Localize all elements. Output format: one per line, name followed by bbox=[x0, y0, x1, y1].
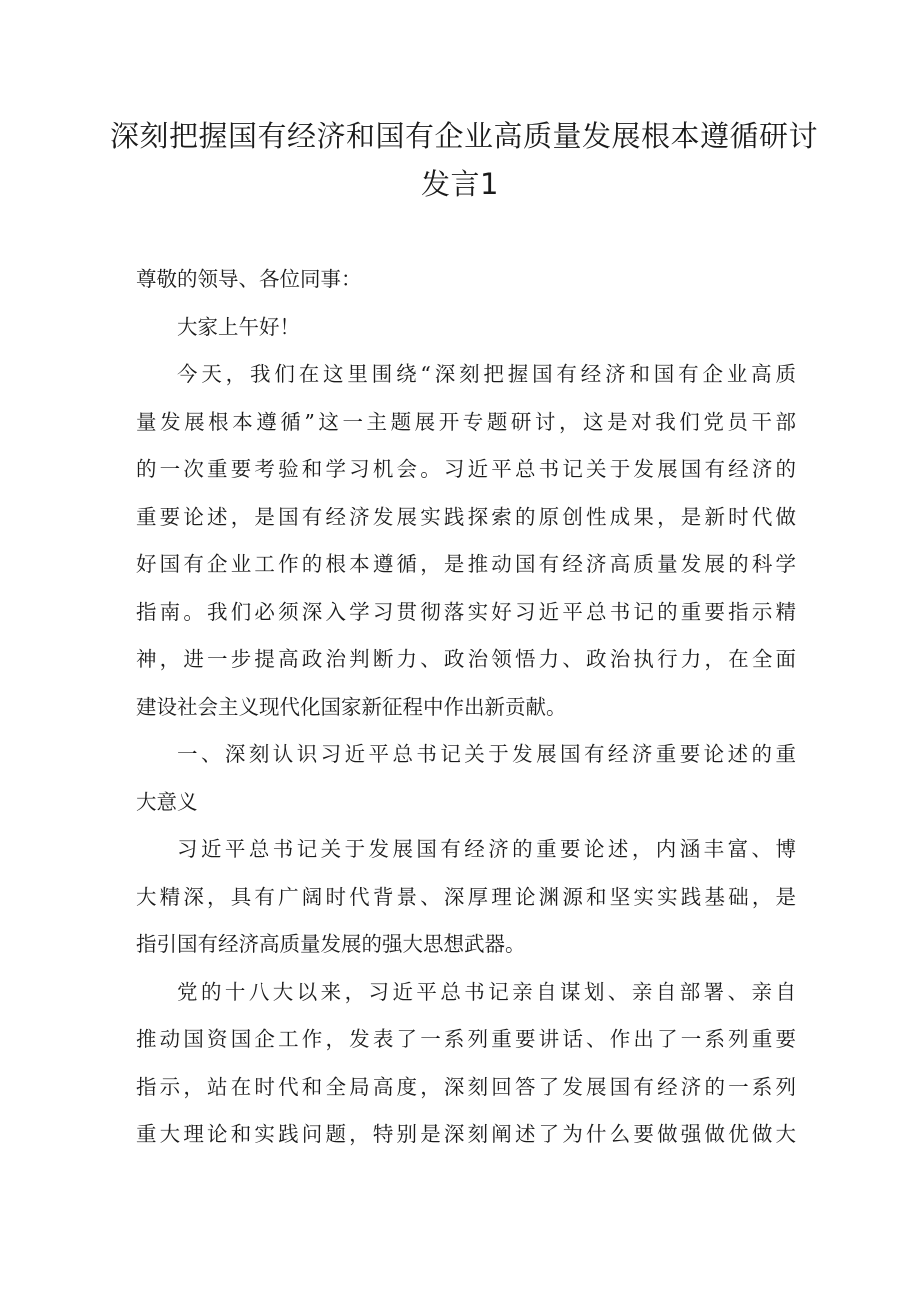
paragraph-significance bbox=[136, 826, 796, 969]
salutation bbox=[136, 256, 796, 304]
title-line-2: 发言1 bbox=[421, 167, 499, 201]
paragraph-line: 党的十八大以来，习近平总书记亲自谋划、亲自部署、亲自 bbox=[177, 979, 796, 1004]
paragraph-line: 指引国有经济高质量发展的强大思想武器。 bbox=[136, 932, 526, 956]
document-title bbox=[110, 112, 819, 208]
heading-line: 大意义 bbox=[136, 789, 198, 814]
greeting-line: 大家上午好！ bbox=[177, 314, 300, 339]
paragraph-line: 重大理论和实践问题，特别是深刻阐述了为什么要做强做优做大 bbox=[136, 1122, 796, 1146]
paragraph-line: 习近平总书记关于发展国有经济的重要论述，内涵丰富、博 bbox=[177, 837, 796, 861]
paragraph-line: 重要论述，是国有经济发展实践探索的原创性成果，是新时代做 bbox=[136, 504, 796, 529]
greeting bbox=[136, 304, 796, 352]
paragraph-line: 指南。我们必须深入学习贯彻落实好习近平总书记的重要指示精 bbox=[136, 599, 796, 624]
paragraph-line: 量发展根本遵循”这一主题展开专题研讨，这是对我们党员干部 bbox=[136, 409, 796, 434]
paragraph-line: 建设社会主义现代化国家新征程中作出新贡献。 bbox=[136, 694, 567, 719]
document-body bbox=[136, 256, 796, 1159]
salutation-line: 尊敬的领导、各位同事： bbox=[136, 267, 362, 291]
paragraph-line: 今天，我们在这里围绕“深刻把握国有经济和国有企业高质 bbox=[177, 362, 796, 386]
heading-line: 一、深刻认识习近平总书记关于发展国有经济重要论述的重 bbox=[177, 742, 796, 766]
paragraph-line: 大精深，具有广阔时代背景、深厚理论渊源和坚实实践基础，是 bbox=[136, 884, 796, 909]
paragraph-line: 神，进一步提高政治判断力、政治领悟力、政治执行力，在全面 bbox=[136, 647, 796, 671]
paragraph-intro bbox=[136, 351, 796, 731]
paragraph-line: 的一次重要考验和学习机会。习近平总书记关于发展国有经济的 bbox=[136, 457, 796, 481]
section-heading-1 bbox=[136, 731, 796, 826]
paragraph-line: 好国有企业工作的根本遵循，是推动国有经济高质量发展的科学 bbox=[136, 552, 796, 576]
paragraph-line: 推动国资国企工作，发表了一系列重要讲话、作出了一系列重要 bbox=[136, 1027, 796, 1051]
paragraph-line: 指示，站在时代和全局高度，深刻回答了发展国有经济的一系列 bbox=[136, 1074, 796, 1099]
title-line-1: 深刻把握国有经济和国有企业高质量发展根本遵循研讨 bbox=[110, 119, 819, 153]
paragraph-since-18th-congress bbox=[136, 969, 796, 1159]
